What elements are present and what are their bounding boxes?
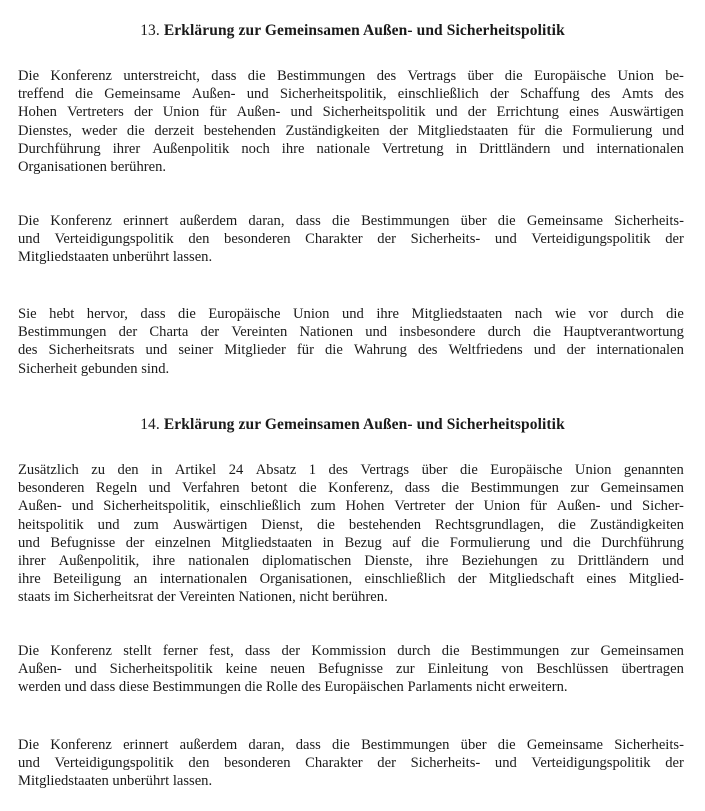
section-13-paragraph-2 [18, 212, 684, 267]
text-line: und Verteidigungspolitik den besonderen Charakter der Sicherheits- und Verteidigungspolitik der [18, 231, 684, 248]
text-line: Mitgliedstaaten unberührt lassen. [18, 249, 213, 266]
text-line: staats im Sicherheitsrat der Vereinten Nationen, nicht berühren. [18, 589, 388, 606]
text-line: Außen- und Sicherheitspolitik, einschließlich zum Hohen Vertreter der Union für Außen- und Sicher- [18, 498, 684, 515]
text-line: Mitgliedstaaten unberührt lassen. [18, 773, 213, 790]
text-line: Die Konferenz erinnert außerdem daran, dass die Bestimmungen über die Gemeinsame Sicherheits- [18, 213, 684, 229]
text-line: Die Konferenz stellt ferner fest, dass der Kommission durch die Bestimmungen zur Gemeinsamen [18, 643, 684, 659]
text-line: und Befugnisse der einzelnen Mitgliedstaaten in Bezug auf die Formulierung und die Durchführung [18, 534, 684, 551]
text-line: und Verteidigungspolitik den besonderen Charakter der Sicherheits- und Verteidigungspolitik der [18, 755, 684, 772]
section-title: Erklärung zur Gemeinsamen Außen- und Sicherheitspolitik [163, 22, 565, 39]
text-line: des Sicherheitsrats und seiner Mitglieder für die Wahrung des Weltfriedens und der internationalen [18, 342, 684, 359]
text-line: werden und dass diese Bestimmungen die Rolle des Europäischen Parlaments nicht erweitern. [18, 679, 568, 696]
text-line: Zusätzlich zu den in Artikel 24 Absatz 1 des Vertrags über die Europäische Union genannten [18, 462, 684, 478]
section-14-paragraph-2 [18, 642, 684, 697]
text-line: ihrer Außenpolitik, ihre nationalen diplomatischen Dienste, ihre Beziehungen zu Drittländern und [18, 552, 684, 569]
text-line: Hohen Vertreters der Union für Außen- und Sicherheitspolitik und der Errichtung eines Auswärtigen [18, 104, 684, 121]
text-line: treffend die Gemeinsame Außen- und Sicherheitspolitik, einschließlich der Schaffung des Amts des [18, 86, 684, 103]
text-line: besonderen Regeln und Verfahren betont die Konferenz, dass die Bestimmungen zur Gemeinsamen [18, 480, 684, 497]
text-line: Organisationen berühren. [18, 158, 167, 175]
section-title: Erklärung zur Gemeinsamen Außen- und Sicherheitspolitik [163, 416, 565, 433]
text-line: Dienstes, weder die derzeit bestehenden Zuständigkeiten der Mitgliedstaaten für die Formulierung und [18, 122, 684, 139]
text-line: Die Konferenz erinnert außerdem daran, dass die Bestimmungen über die Gemeinsame Sicherheits- [18, 737, 684, 753]
text-line: Bestimmungen der Charta der Vereinten Nationen und insbesondere durch die Hauptverantwortung [18, 324, 684, 341]
section-14-paragraph-1 [18, 461, 684, 607]
text-line: Sicherheit gebunden sind. [18, 360, 170, 377]
text-line: ihre Beteiligung an internationalen Organisationen, einschließlich der Mitgliedschaft eines Mitglied- [18, 571, 684, 588]
text-line: heitspolitik und zum Auswärtigen Dienst, die bestehenden Rechtsgrundlagen, die Zuständigkeiten [18, 516, 684, 533]
text-line: Sie hebt hervor, dass die Europäische Union und ihre Mitgliedstaaten nach wie vor durch die [18, 306, 684, 322]
text-line: Durchführung ihrer Außenpolitik noch ihre nationale Vertretung in Drittländern und internationalen [18, 140, 684, 157]
section-number: 14. [140, 416, 160, 433]
section-number: 13. [140, 22, 160, 39]
section-14-heading [0, 416, 705, 434]
section-13-heading [0, 22, 705, 40]
text-line: Die Konferenz unterstreicht, dass die Bestimmungen des Vertrags über die Europäische Union be- [18, 68, 684, 84]
section-13-paragraph-3 [18, 305, 684, 378]
section-13-paragraph-1 [18, 67, 684, 176]
section-14-paragraph-3 [18, 736, 684, 791]
text-line: Außen- und Sicherheitspolitik keine neuen Befugnisse zur Einleitung von Beschlüssen übertragen [18, 661, 684, 678]
